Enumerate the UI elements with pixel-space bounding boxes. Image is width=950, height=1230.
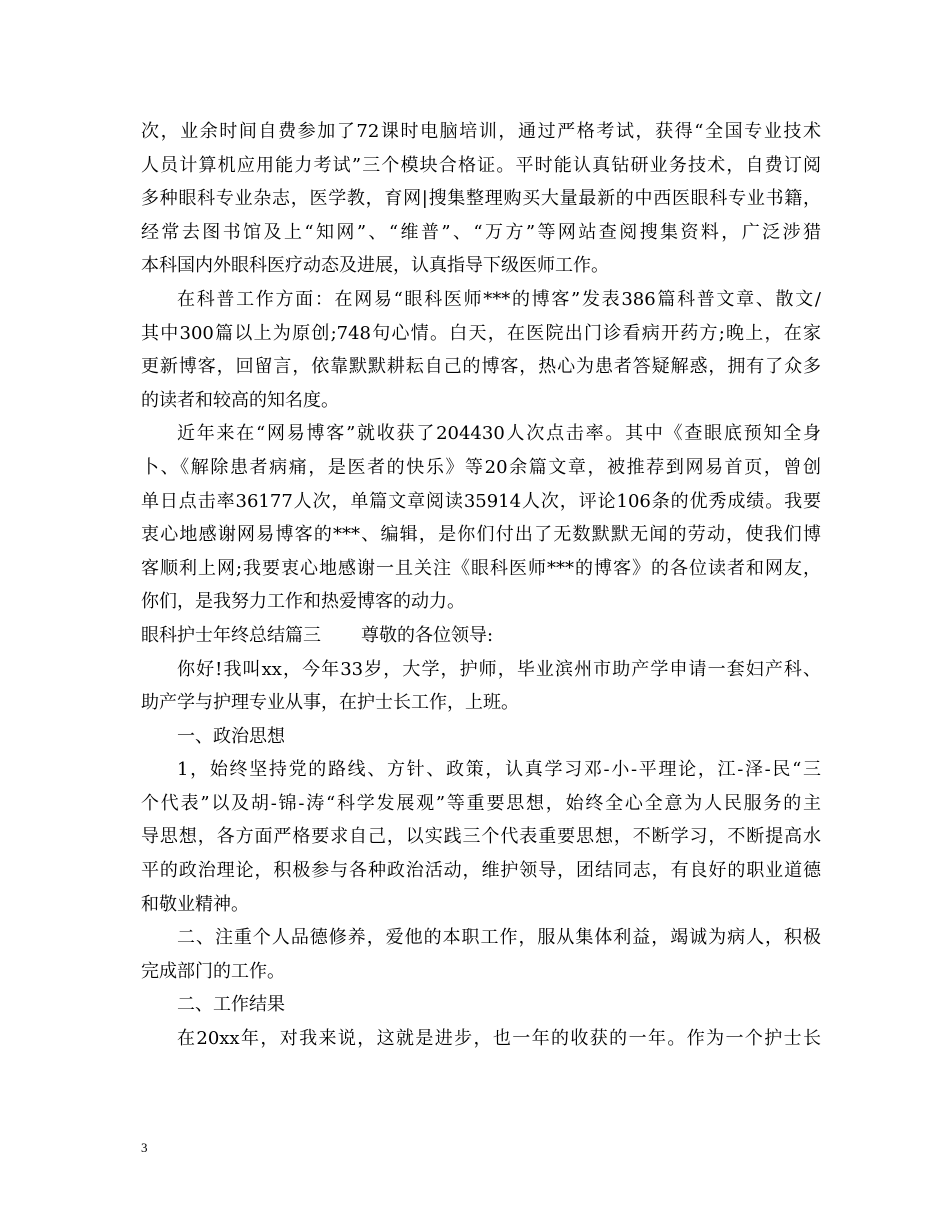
text-line: 次，业余时间自费参加了72课时电脑培训，通过严格考试，获得“全国专业技术: [141, 121, 821, 142]
paragraph-block-2: [141, 653, 821, 1056]
text-line: 卜、《解除患者病痛，是医者的快乐》等20余篇文章，被推荐到网易首页，曾创: [141, 456, 821, 478]
text-line: 更新博客，回留言，依靠默默耕耘自己的博客，热心为患者答疑解惑，拥有了众多: [141, 356, 821, 378]
text-line: 单日点击率36177人次，单篇文章阅读35914人次，评论106条的优秀成绩。我要: [141, 490, 821, 512]
page-number: 3: [141, 1140, 148, 1155]
text-line: 在科普工作方面：在网易“眼科医师***的博客”发表386篇科普文章、散文/: [177, 288, 821, 310]
text-line: 本科国内外眼科医疗动态及进展，认真指导下级医师工作。: [141, 255, 609, 277]
text-line: 导思想，各方面严格要求自己，以实践三个代表重要思想，不断学习，不断提高水: [141, 826, 821, 848]
text-line: 你们，是我努力工作和热爱博客的动力。: [141, 591, 465, 613]
text-line: 在20xx年，对我来说，这就是进步，也一年的收获的一年。作为一个护士长: [177, 1028, 821, 1050]
text-line: 其中300篇以上为原创;748句心情。白天，在医院出门诊看病开药方;晚上，在家: [141, 322, 821, 344]
text-line: 经常去图书馆及上“知网”、“维普”、“万方”等网站查阅搜集资料，广泛涉猎: [141, 221, 821, 243]
text-line: 近年来在“网易博客”就收获了204430人次点击率。其中《查眼底预知全身: [177, 423, 821, 445]
text-line: 一、政治思想: [177, 725, 285, 747]
text-line: 个代表”以及胡-锦-涛“科学发展观”等重要思想，始终全心全意为人民服务的主: [141, 792, 821, 814]
text-line: 平的政治理论，积极参与各种政治活动，维护领导，团结同志，有良好的职业道德: [141, 860, 821, 882]
text-line: 衷心地感谢网易博客的***、编辑，是你们付出了无数默默无闻的劳动，使我们博: [141, 524, 821, 546]
text-line: 客顺利上网;我要衷心地感谢一且关注《眼科医师***的博客》的各位读者和网友，: [141, 557, 821, 579]
text-line: 人员计算机应用能力考试”三个模块合格证。平时能认真钻研业务技术，自费订阅: [141, 154, 821, 176]
document-body: [141, 115, 821, 1056]
paragraph-block-1: [141, 115, 821, 619]
text-line: 二、注重个人品德修养，爱他的本职工作，服从集体利益，竭诚为病人，积极: [177, 927, 821, 949]
text-line: 二、工作结果: [177, 994, 285, 1016]
text-line: 你好!我叫xx，今年33岁，大学，护师，毕业滨州市助产学申请一套妇产科、: [177, 658, 821, 680]
section-title: 眼科护士年终总结篇三: [141, 624, 321, 646]
section-heading-row: [141, 619, 821, 653]
salutation: 尊敬的各位领导:: [361, 624, 494, 646]
text-line: 助产学与护理专业从事，在护士长工作，上班。: [141, 692, 519, 714]
text-line: 1，始终坚持党的路线、方针、政策，认真学习邓-小-平理论，江-泽-民“三: [177, 759, 821, 781]
text-line: 和敬业精神。: [141, 893, 249, 915]
text-line: 的读者和较高的知名度。: [141, 389, 339, 411]
text-line: 多种眼科专业杂志，医学教，育网|搜集整理购买大量最新的中西医眼科专业书籍，: [141, 188, 821, 210]
text-line: 完成部门的工作。: [141, 960, 285, 982]
